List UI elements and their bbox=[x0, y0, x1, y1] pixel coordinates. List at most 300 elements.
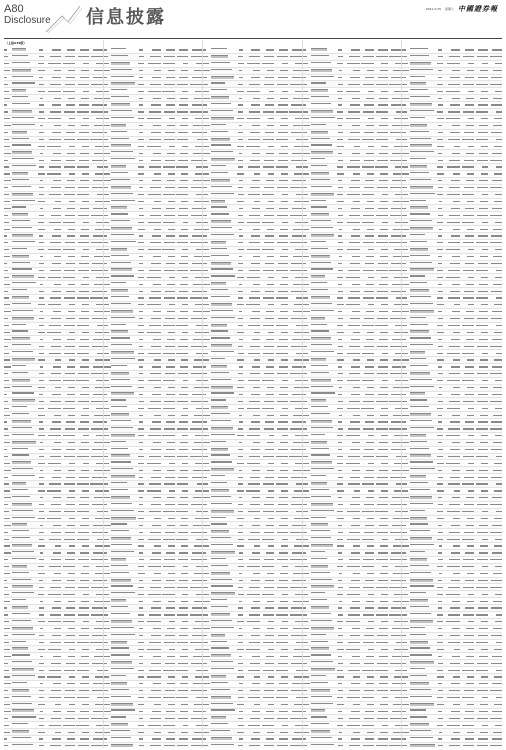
table-cell bbox=[12, 647, 38, 651]
table-cell bbox=[436, 649, 444, 650]
table-row bbox=[303, 688, 402, 695]
table-cell bbox=[460, 649, 474, 650]
table-cell bbox=[4, 690, 12, 691]
table-cell bbox=[38, 738, 46, 739]
table-row bbox=[303, 150, 402, 157]
table-cell bbox=[188, 587, 202, 588]
table-cell bbox=[211, 489, 237, 493]
table-cell bbox=[45, 387, 61, 388]
table-cell bbox=[38, 153, 46, 154]
table-cell bbox=[410, 103, 436, 107]
table-cell bbox=[75, 132, 89, 133]
table-row bbox=[303, 626, 402, 633]
table-cell bbox=[474, 601, 488, 602]
table-cell bbox=[388, 580, 402, 581]
table-cell bbox=[410, 544, 436, 548]
table-cell bbox=[245, 456, 261, 457]
table-cell bbox=[137, 435, 145, 436]
table-cell bbox=[402, 160, 410, 161]
table-cell bbox=[237, 504, 245, 505]
table-cell bbox=[12, 530, 38, 534]
table-cell bbox=[188, 339, 202, 340]
table-cell bbox=[137, 745, 145, 746]
table-cell bbox=[38, 187, 46, 188]
table-cell bbox=[211, 606, 237, 610]
table-cell bbox=[75, 291, 89, 292]
table-cell bbox=[336, 670, 344, 671]
table-cell bbox=[344, 263, 360, 264]
table-cell bbox=[161, 594, 175, 595]
table-row bbox=[303, 302, 402, 309]
table-cell bbox=[388, 663, 402, 664]
table-cell bbox=[188, 601, 202, 602]
table-cell bbox=[336, 704, 344, 705]
table-cell bbox=[203, 242, 211, 243]
table-cell bbox=[45, 339, 61, 340]
table-cell bbox=[137, 256, 145, 257]
table-cell bbox=[12, 310, 38, 314]
table-cell bbox=[38, 635, 46, 636]
table-row bbox=[4, 646, 103, 653]
table-row bbox=[4, 302, 103, 309]
table-cell bbox=[61, 118, 75, 119]
table-cell bbox=[89, 401, 103, 402]
table-cell bbox=[344, 387, 360, 388]
table-cell bbox=[75, 477, 89, 478]
table-row bbox=[104, 157, 203, 164]
table-cell bbox=[188, 607, 202, 608]
table-row bbox=[4, 288, 103, 295]
table-cell bbox=[175, 84, 189, 85]
table-cell bbox=[38, 670, 46, 671]
table-row bbox=[203, 219, 302, 226]
table-cell bbox=[75, 63, 89, 64]
table-row bbox=[4, 557, 103, 564]
table-row bbox=[203, 488, 302, 495]
table-cell bbox=[311, 186, 337, 190]
table-cell bbox=[374, 497, 388, 498]
table-cell bbox=[161, 415, 175, 416]
table-cell bbox=[245, 146, 261, 147]
table-cell bbox=[104, 160, 112, 161]
table-row bbox=[203, 261, 302, 268]
table-cell bbox=[111, 124, 137, 128]
table-cell bbox=[374, 146, 388, 147]
table-cell bbox=[336, 77, 344, 78]
table-cell bbox=[211, 448, 237, 452]
table-cell bbox=[237, 125, 245, 126]
table-cell bbox=[444, 201, 460, 202]
table-cell bbox=[145, 49, 161, 50]
table-cell bbox=[402, 56, 410, 57]
table-cell bbox=[4, 325, 12, 326]
table-cell bbox=[274, 607, 288, 608]
table-cell bbox=[460, 670, 474, 671]
table-cell bbox=[444, 456, 460, 457]
table-cell bbox=[245, 132, 261, 133]
table-cell bbox=[260, 649, 274, 650]
table-cell bbox=[274, 49, 288, 50]
table-cell bbox=[274, 98, 288, 99]
table-cell bbox=[104, 614, 112, 615]
table-cell bbox=[274, 63, 288, 64]
table-cell bbox=[436, 297, 444, 298]
table-cell bbox=[211, 696, 237, 700]
table-cell bbox=[410, 468, 436, 472]
table-cell bbox=[175, 63, 189, 64]
table-row bbox=[203, 529, 302, 536]
newspaper-logo: 中國證券報 bbox=[458, 4, 498, 13]
table-cell bbox=[344, 160, 360, 161]
table-cell bbox=[402, 642, 410, 643]
page-number: A80 bbox=[4, 3, 24, 15]
table-row bbox=[4, 598, 103, 605]
table-cell bbox=[104, 339, 112, 340]
table-cell bbox=[311, 282, 337, 286]
table-cell bbox=[4, 249, 12, 250]
table-cell bbox=[460, 98, 474, 99]
table-cell bbox=[388, 318, 402, 319]
table-cell bbox=[488, 552, 502, 553]
table-cell bbox=[161, 98, 175, 99]
table-cell bbox=[45, 745, 61, 746]
table-cell bbox=[245, 394, 261, 395]
table-cell bbox=[211, 613, 237, 617]
table-cell bbox=[161, 559, 175, 560]
table-cell bbox=[211, 461, 237, 465]
table-cell bbox=[488, 704, 502, 705]
table-cell bbox=[89, 263, 103, 264]
table-row bbox=[203, 440, 302, 447]
table-row bbox=[104, 447, 203, 454]
table-row bbox=[203, 81, 302, 88]
table-cell bbox=[410, 723, 436, 727]
table-cell bbox=[460, 263, 474, 264]
table-cell bbox=[161, 215, 175, 216]
table-cell bbox=[237, 490, 245, 491]
table-cell bbox=[237, 401, 245, 402]
table-row bbox=[203, 226, 302, 233]
table-cell bbox=[344, 366, 360, 367]
table-cell bbox=[336, 421, 344, 422]
table-cell bbox=[188, 111, 202, 112]
table-cell bbox=[374, 435, 388, 436]
table-cell bbox=[203, 704, 211, 705]
table-cell bbox=[402, 614, 410, 615]
table-cell bbox=[104, 676, 112, 677]
table-cell bbox=[188, 387, 202, 388]
table-cell bbox=[288, 84, 302, 85]
table-cell bbox=[360, 387, 374, 388]
table-cell bbox=[161, 477, 175, 478]
table-cell bbox=[374, 483, 388, 484]
table-cell bbox=[303, 160, 311, 161]
table-row bbox=[303, 543, 402, 550]
table-cell bbox=[4, 346, 12, 347]
table-cell bbox=[388, 256, 402, 257]
table-cell bbox=[410, 696, 436, 700]
table-cell bbox=[75, 442, 89, 443]
table-cell bbox=[61, 187, 75, 188]
table-cell bbox=[203, 215, 211, 216]
table-row bbox=[303, 199, 402, 206]
table-cell bbox=[188, 63, 202, 64]
table-cell bbox=[260, 587, 274, 588]
table-cell bbox=[45, 504, 61, 505]
table-cell bbox=[474, 208, 488, 209]
table-cell bbox=[145, 318, 161, 319]
table-cell bbox=[137, 270, 145, 271]
table-row bbox=[203, 550, 302, 557]
table-cell bbox=[488, 670, 502, 671]
table-cell bbox=[274, 332, 288, 333]
table-cell bbox=[161, 111, 175, 112]
table-cell bbox=[145, 649, 161, 650]
table-cell bbox=[436, 49, 444, 50]
table-cell bbox=[175, 104, 189, 105]
table-cell bbox=[303, 194, 311, 195]
table-cell bbox=[161, 539, 175, 540]
table-cell bbox=[245, 601, 261, 602]
table-cell bbox=[274, 153, 288, 154]
table-cell bbox=[336, 532, 344, 533]
table-cell bbox=[410, 530, 436, 534]
table-cell bbox=[45, 277, 61, 278]
table-cell bbox=[360, 470, 374, 471]
table-cell bbox=[89, 318, 103, 319]
table-cell bbox=[474, 387, 488, 388]
table-row bbox=[203, 612, 302, 619]
table-cell bbox=[410, 275, 436, 279]
table-cell bbox=[137, 725, 145, 726]
table-cell bbox=[203, 435, 211, 436]
table-row bbox=[402, 481, 502, 488]
table-cell bbox=[288, 91, 302, 92]
table-cell bbox=[410, 482, 436, 486]
table-cell bbox=[336, 745, 344, 746]
table-cell bbox=[474, 98, 488, 99]
table-cell bbox=[104, 215, 112, 216]
table-cell bbox=[175, 277, 189, 278]
table-cell bbox=[360, 346, 374, 347]
table-cell bbox=[460, 111, 474, 112]
table-cell bbox=[388, 656, 402, 657]
table-cell bbox=[188, 380, 202, 381]
table-cell bbox=[336, 256, 344, 257]
table-cell bbox=[336, 642, 344, 643]
table-cell bbox=[61, 256, 75, 257]
table-cell bbox=[436, 229, 444, 230]
table-row bbox=[402, 467, 502, 474]
table-cell bbox=[145, 483, 161, 484]
table-row bbox=[203, 633, 302, 640]
table-cell bbox=[89, 442, 103, 443]
table-cell bbox=[474, 291, 488, 292]
table-cell bbox=[360, 704, 374, 705]
table-row bbox=[402, 88, 502, 95]
table-cell bbox=[460, 449, 474, 450]
table-cell bbox=[436, 635, 444, 636]
table-cell bbox=[274, 394, 288, 395]
table-cell bbox=[188, 222, 202, 223]
table-row bbox=[402, 95, 502, 102]
table-cell bbox=[12, 703, 38, 707]
table-cell bbox=[4, 235, 12, 236]
table-cell bbox=[360, 545, 374, 546]
table-cell bbox=[211, 62, 237, 66]
table-cell bbox=[175, 291, 189, 292]
table-cell bbox=[203, 56, 211, 57]
table-cell bbox=[175, 311, 189, 312]
table-cell bbox=[402, 359, 410, 360]
table-cell bbox=[4, 318, 12, 319]
table-cell bbox=[460, 325, 474, 326]
table-row bbox=[104, 688, 203, 695]
table-cell bbox=[402, 573, 410, 574]
table-cell bbox=[89, 477, 103, 478]
table-cell bbox=[303, 601, 311, 602]
table-cell bbox=[410, 255, 436, 259]
table-cell bbox=[460, 394, 474, 395]
table-cell bbox=[311, 558, 337, 562]
table-cell bbox=[38, 663, 46, 664]
table-cell bbox=[360, 359, 374, 360]
table-cell bbox=[137, 649, 145, 650]
table-row bbox=[402, 219, 502, 226]
table-cell bbox=[410, 441, 436, 445]
table-cell bbox=[274, 490, 288, 491]
table-cell bbox=[188, 580, 202, 581]
table-cell bbox=[274, 194, 288, 195]
table-cell bbox=[344, 676, 360, 677]
table-cell bbox=[4, 656, 12, 657]
table-row bbox=[402, 447, 502, 454]
table-cell bbox=[245, 311, 261, 312]
table-row bbox=[303, 433, 402, 440]
table-row bbox=[4, 192, 103, 199]
table-cell bbox=[436, 642, 444, 643]
table-cell bbox=[311, 454, 337, 458]
table-cell bbox=[61, 594, 75, 595]
table-cell bbox=[488, 463, 502, 464]
table-cell bbox=[410, 461, 436, 465]
table-cell bbox=[203, 256, 211, 257]
table-cell bbox=[274, 173, 288, 174]
table-cell bbox=[436, 373, 444, 374]
table-cell bbox=[89, 642, 103, 643]
table-cell bbox=[45, 49, 61, 50]
table-cell bbox=[444, 421, 460, 422]
table-cell bbox=[111, 558, 137, 562]
table-cell bbox=[89, 552, 103, 553]
table-cell bbox=[288, 670, 302, 671]
table-cell bbox=[111, 48, 137, 52]
table-cell bbox=[175, 201, 189, 202]
table-cell bbox=[274, 132, 288, 133]
table-cell bbox=[61, 566, 75, 567]
table-cell bbox=[260, 311, 274, 312]
table-cell bbox=[444, 697, 460, 698]
table-cell bbox=[474, 738, 488, 739]
table-cell bbox=[145, 635, 161, 636]
table-row bbox=[303, 660, 402, 667]
table-cell bbox=[137, 235, 145, 236]
table-cell bbox=[61, 745, 75, 746]
table-row bbox=[104, 95, 203, 102]
table-cell bbox=[45, 435, 61, 436]
table-cell bbox=[436, 139, 444, 140]
table-row bbox=[203, 502, 302, 509]
table-cell bbox=[188, 166, 202, 167]
table-cell bbox=[211, 744, 237, 748]
table-cell bbox=[188, 532, 202, 533]
table-cell bbox=[260, 359, 274, 360]
table-cell bbox=[111, 496, 137, 500]
table-cell bbox=[288, 318, 302, 319]
table-cell bbox=[274, 614, 288, 615]
table-cell bbox=[161, 366, 175, 367]
table-cell bbox=[203, 84, 211, 85]
table-cell bbox=[111, 709, 137, 713]
table-cell bbox=[211, 579, 237, 583]
table-cell bbox=[137, 222, 145, 223]
table-cell bbox=[12, 124, 38, 128]
table-cell bbox=[402, 725, 410, 726]
table-cell bbox=[89, 311, 103, 312]
table-cell bbox=[188, 745, 202, 746]
table-cell bbox=[237, 208, 245, 209]
table-cell bbox=[145, 325, 161, 326]
table-row bbox=[104, 633, 203, 640]
table-cell bbox=[175, 518, 189, 519]
table-row bbox=[4, 281, 103, 288]
table-cell bbox=[203, 697, 211, 698]
table-cell bbox=[111, 551, 137, 555]
table-cell bbox=[444, 649, 460, 650]
table-row bbox=[4, 667, 103, 674]
table-cell bbox=[388, 297, 402, 298]
table-cell bbox=[374, 125, 388, 126]
table-cell bbox=[104, 291, 112, 292]
table-cell bbox=[311, 496, 337, 500]
table-cell bbox=[460, 704, 474, 705]
table-cell bbox=[188, 139, 202, 140]
table-cell bbox=[474, 242, 488, 243]
table-cell bbox=[303, 683, 311, 684]
table-cell bbox=[4, 607, 12, 608]
table-cell bbox=[260, 201, 274, 202]
table-row bbox=[203, 164, 302, 171]
table-cell bbox=[188, 621, 202, 622]
table-cell bbox=[274, 215, 288, 216]
table-row bbox=[203, 543, 302, 550]
table-cell bbox=[436, 125, 444, 126]
table-cell bbox=[161, 394, 175, 395]
table-cell bbox=[237, 353, 245, 354]
table-row bbox=[402, 695, 502, 702]
table-cell bbox=[436, 56, 444, 57]
table-cell bbox=[38, 394, 46, 395]
table-cell bbox=[388, 607, 402, 608]
table-cell bbox=[374, 291, 388, 292]
table-row bbox=[104, 674, 203, 681]
table-cell bbox=[374, 628, 388, 629]
table-cell bbox=[12, 179, 38, 183]
table-row bbox=[104, 516, 203, 523]
table-cell bbox=[203, 284, 211, 285]
table-cell bbox=[488, 84, 502, 85]
table-cell bbox=[303, 470, 311, 471]
